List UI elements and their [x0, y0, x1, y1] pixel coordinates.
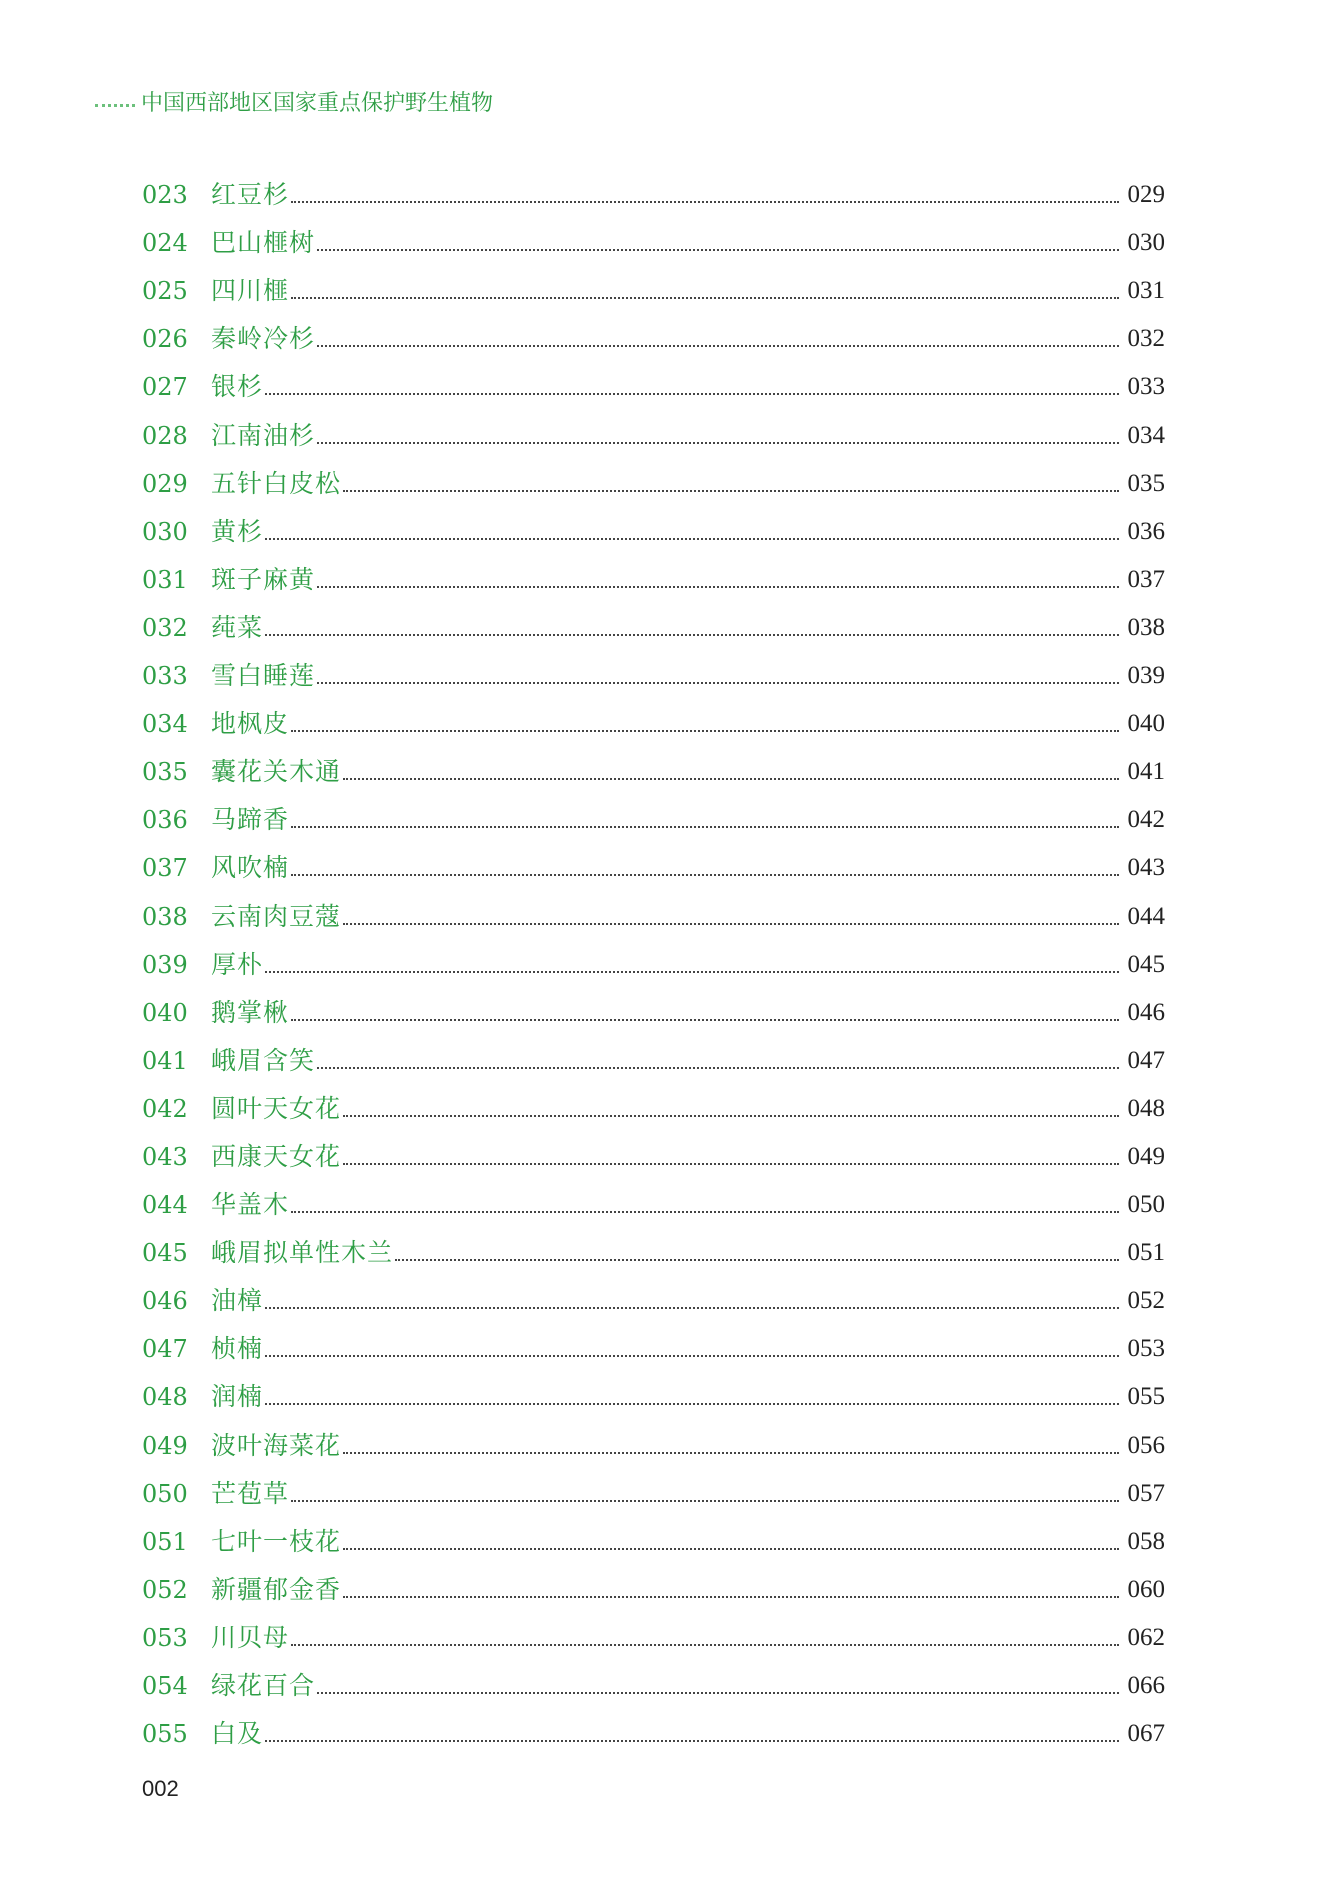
toc-entry[interactable]: [142, 1316, 1165, 1364]
toc-entry[interactable]: [142, 258, 1165, 306]
entry-number: 051: [142, 1527, 188, 1556]
dot-leader: [265, 971, 1119, 973]
entry-page: 046: [1127, 998, 1165, 1026]
entry-title: 风吹楠: [211, 853, 290, 883]
entry-number: 024: [142, 229, 188, 258]
entry-title: 五针白皮松: [211, 468, 342, 498]
page-number: 002: [142, 1776, 179, 1801]
entry-page: 031: [1127, 277, 1165, 305]
entry-title: 云南肉豆蔻: [211, 901, 342, 931]
entry-number: 027: [142, 373, 188, 402]
toc-entry[interactable]: [142, 162, 1165, 210]
dot-leader: [343, 1163, 1119, 1165]
entry-page: 055: [1127, 1383, 1165, 1411]
entry-page: 044: [1127, 902, 1165, 930]
entry-number: 035: [142, 758, 188, 787]
entry-number: 038: [142, 902, 188, 931]
entry-title: 峨眉含笑: [211, 1045, 316, 1075]
toc-entry[interactable]: [142, 499, 1165, 547]
entry-page: 043: [1127, 854, 1165, 882]
entry-page: 049: [1127, 1142, 1165, 1170]
entry-title: 白及: [211, 1719, 264, 1749]
entry-number: 052: [142, 1575, 188, 1604]
entry-title: 雪白睡莲: [211, 661, 316, 691]
entry-title: 厚朴: [211, 949, 264, 979]
entry-page: 060: [1127, 1575, 1165, 1603]
toc-entry[interactable]: [142, 1605, 1165, 1653]
entry-number: 041: [142, 1046, 188, 1075]
toc-entry[interactable]: [142, 306, 1165, 354]
dot-leader: [317, 1692, 1119, 1694]
toc-entry[interactable]: [142, 595, 1165, 643]
toc-entry[interactable]: [142, 691, 1165, 739]
entry-page: 057: [1127, 1479, 1165, 1507]
dot-leader: [317, 442, 1119, 444]
dot-leader: [291, 1211, 1119, 1213]
entry-number: 046: [142, 1287, 188, 1316]
entry-number: 034: [142, 710, 188, 739]
entry-page: 045: [1127, 950, 1165, 978]
entry-page: 058: [1127, 1527, 1165, 1555]
entry-title: 西康天女花: [211, 1141, 342, 1171]
toc-entry[interactable]: [142, 1268, 1165, 1316]
entry-title: 绿花百合: [211, 1671, 316, 1700]
header-title: 中国西部地区国家重点保护野生植物: [141, 90, 494, 116]
dot-leader: [265, 634, 1119, 636]
entry-number: 042: [142, 1094, 188, 1123]
toc-entry[interactable]: [142, 354, 1165, 402]
entry-page: 037: [1127, 565, 1165, 593]
entry-title: 四川榧: [211, 276, 290, 306]
entry-title: 江南油杉: [211, 420, 316, 450]
dot-leader: [265, 1355, 1119, 1357]
dot-leader: [343, 778, 1119, 780]
entry-title: 银杉: [211, 372, 264, 402]
entry-number: 043: [142, 1142, 188, 1171]
dot-leader: [317, 249, 1119, 251]
entry-number: 050: [142, 1479, 188, 1508]
toc-entry[interactable]: [142, 1220, 1165, 1268]
entry-number: 039: [142, 950, 188, 979]
dot-leader: [265, 1740, 1119, 1742]
toc-entry[interactable]: [142, 547, 1165, 595]
dot-leader: [317, 1067, 1119, 1069]
entry-number: 030: [142, 517, 188, 546]
toc-entry[interactable]: [142, 643, 1165, 691]
toc-entry[interactable]: [142, 739, 1165, 787]
entry-page: 038: [1127, 613, 1165, 641]
entry-number: 053: [142, 1623, 188, 1652]
entry-number: 028: [142, 421, 188, 450]
entry-page: 050: [1127, 1191, 1165, 1219]
entry-number: 045: [142, 1239, 188, 1268]
dot-leader: [343, 923, 1119, 925]
toc-entry[interactable]: [142, 402, 1165, 450]
entry-number: 032: [142, 613, 188, 642]
entry-page: 056: [1127, 1431, 1165, 1459]
dot-leader: [291, 826, 1119, 828]
entry-title: 地枫皮: [211, 709, 290, 739]
toc-entry[interactable]: [142, 1461, 1165, 1509]
entry-title: 七叶一枝花: [211, 1526, 342, 1556]
toc-entry[interactable]: [142, 1701, 1165, 1749]
entry-title: 川贝母: [211, 1622, 290, 1652]
entry-page: 036: [1127, 517, 1165, 545]
toc-entry[interactable]: [142, 1172, 1165, 1220]
entry-number: 026: [142, 325, 188, 354]
dot-leader: [291, 201, 1119, 203]
table-of-contents: [142, 162, 1165, 1749]
entry-number: 029: [142, 469, 188, 498]
entry-number: 036: [142, 806, 188, 835]
entry-title: 波叶海菜花: [211, 1430, 342, 1460]
entry-page: 040: [1127, 710, 1165, 738]
entry-number: 048: [142, 1383, 188, 1412]
entry-number: 049: [142, 1431, 188, 1460]
dot-leader: [343, 490, 1119, 492]
entry-number: 047: [142, 1335, 188, 1364]
entry-page: 033: [1127, 373, 1165, 401]
entry-page: 066: [1127, 1672, 1165, 1699]
entry-page: 052: [1127, 1287, 1165, 1315]
running-header: [95, 86, 493, 116]
toc-entry[interactable]: [142, 210, 1165, 258]
entry-page: 034: [1127, 421, 1165, 449]
entry-title: 斑子麻黄: [211, 564, 316, 594]
toc-entry[interactable]: [142, 1412, 1165, 1460]
dot-leader: [343, 1452, 1119, 1454]
dot-leader: [291, 1500, 1119, 1502]
entry-page: 067: [1127, 1720, 1165, 1748]
entry-page: 032: [1127, 325, 1165, 353]
toc-entry[interactable]: [142, 980, 1165, 1028]
entry-page: 048: [1127, 1094, 1165, 1122]
entry-page: 039: [1127, 662, 1165, 690]
entry-title: 润楠: [211, 1382, 264, 1412]
entry-number: 040: [142, 998, 188, 1027]
dot-leader: [291, 874, 1119, 876]
toc-entry[interactable]: [142, 787, 1165, 835]
toc-entry[interactable]: [142, 835, 1165, 883]
entry-page: 053: [1127, 1335, 1165, 1363]
entry-title: 莼菜: [211, 612, 264, 642]
dot-leader: [317, 682, 1119, 684]
toc-entry[interactable]: [142, 1028, 1165, 1076]
toc-entry[interactable]: [142, 451, 1165, 499]
entry-page: 035: [1127, 469, 1165, 497]
entry-title: 新疆郁金香: [211, 1574, 342, 1604]
entry-title: 圆叶天女花: [211, 1093, 342, 1123]
dot-leader: [291, 1019, 1119, 1021]
toc-entry[interactable]: [142, 883, 1165, 931]
entry-page: 047: [1127, 1046, 1165, 1074]
toc-entry[interactable]: [142, 1653, 1165, 1701]
toc-entry[interactable]: [142, 1509, 1165, 1557]
dot-leader: [291, 297, 1119, 299]
entry-title: 秦岭冷杉: [211, 324, 316, 354]
entry-title: 黄杉: [211, 516, 264, 546]
entry-page: 042: [1127, 806, 1165, 834]
dot-leader: [265, 538, 1119, 540]
dot-leader: [317, 345, 1119, 347]
entry-page: 041: [1127, 758, 1165, 786]
entry-page: 030: [1127, 229, 1165, 257]
entry-title: 鹅掌楸: [211, 997, 290, 1027]
entry-number: 037: [142, 854, 188, 883]
toc-entry[interactable]: [142, 1124, 1165, 1172]
toc-entry[interactable]: [142, 1364, 1165, 1412]
toc-entry[interactable]: [142, 1076, 1165, 1124]
entry-title: 芒苞草: [211, 1478, 290, 1508]
dot-leader: [265, 1403, 1119, 1405]
dot-leader: [291, 1644, 1119, 1646]
entry-title: 峨眉拟单性木兰: [211, 1238, 394, 1268]
entry-number: 031: [142, 565, 188, 594]
entry-number: 054: [142, 1672, 188, 1700]
dot-leader: [265, 1307, 1119, 1309]
dot-leader: [265, 393, 1119, 395]
dot-leader: [317, 586, 1119, 588]
dot-leader: [291, 730, 1119, 732]
dot-leader: [395, 1259, 1119, 1261]
toc-entry[interactable]: [142, 932, 1165, 980]
entry-title: 红豆杉: [211, 180, 290, 210]
dot-leader: [343, 1115, 1119, 1117]
header-dotted-rule: [95, 104, 135, 107]
entry-number: 025: [142, 277, 188, 306]
entry-page: 029: [1127, 181, 1165, 209]
entry-title: 囊花关木通: [211, 757, 342, 787]
entry-title: 巴山榧树: [211, 228, 316, 258]
entry-title: 桢楠: [211, 1334, 264, 1364]
entry-title: 马蹄香: [211, 805, 290, 835]
dot-leader: [343, 1596, 1119, 1598]
entry-number: 044: [142, 1191, 188, 1220]
dot-leader: [343, 1548, 1119, 1550]
entry-number: 023: [142, 181, 188, 210]
entry-page: 051: [1127, 1239, 1165, 1267]
entry-number: 055: [142, 1720, 188, 1749]
entry-number: 033: [142, 662, 188, 691]
entry-page: 062: [1127, 1623, 1165, 1651]
toc-entry[interactable]: [142, 1557, 1165, 1605]
entry-title: 华盖木: [211, 1190, 290, 1220]
entry-title: 油樟: [211, 1286, 264, 1316]
